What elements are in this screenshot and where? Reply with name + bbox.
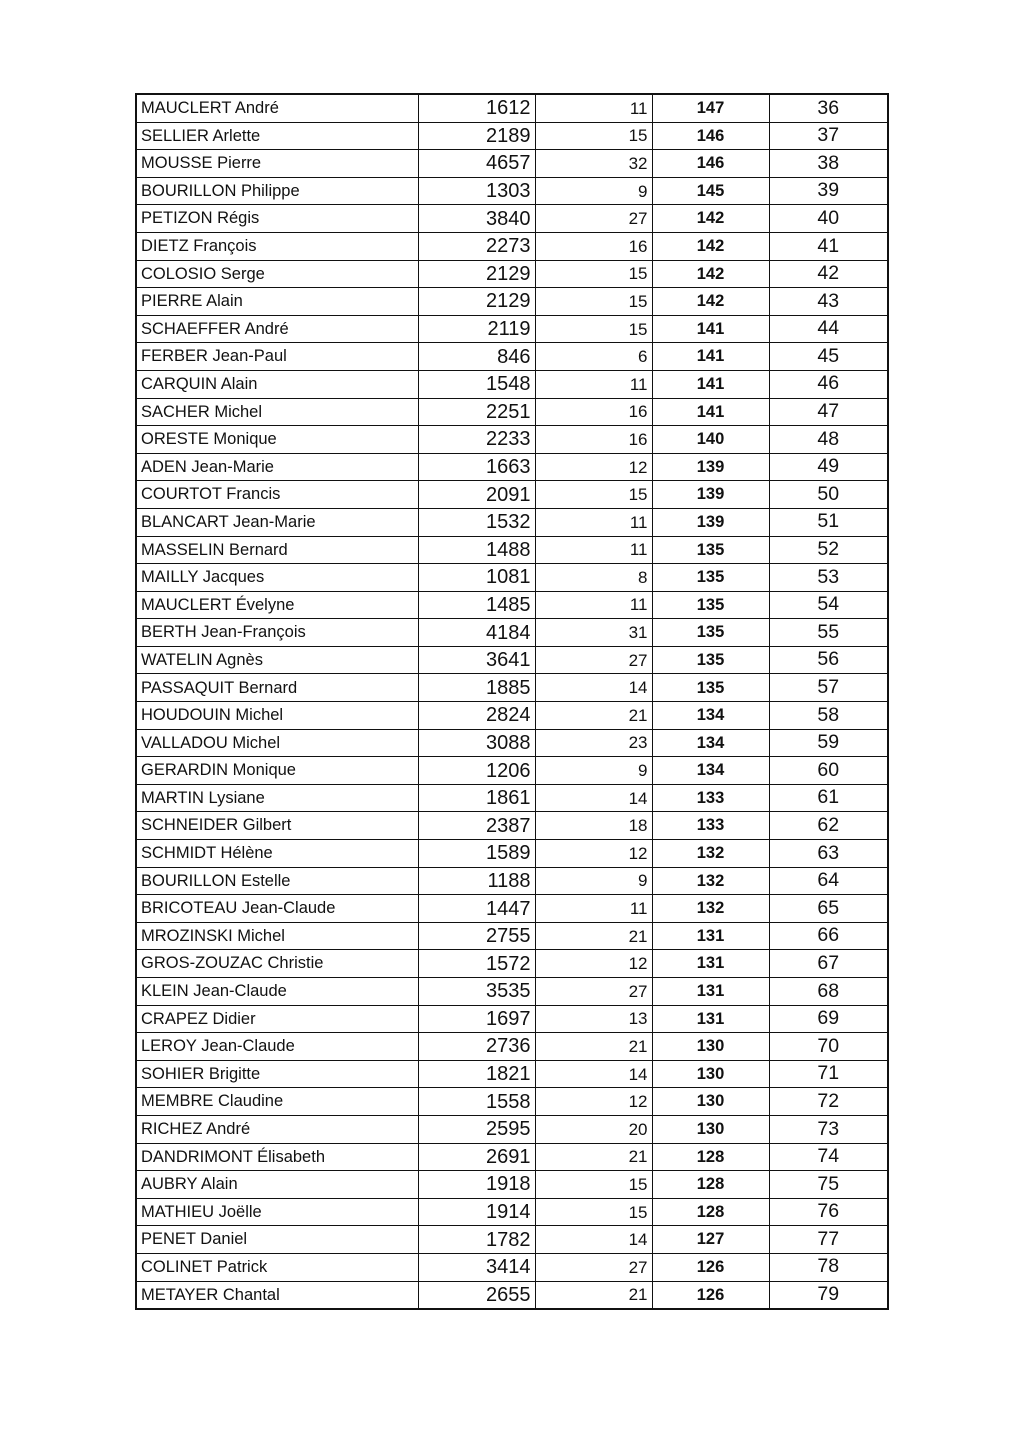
total-points-cell: 1589 [418, 840, 535, 868]
rank-cell: 62 [769, 812, 888, 840]
games-count-cell: 21 [535, 1143, 652, 1171]
player-name-cell: LEROY Jean-Claude [136, 1033, 418, 1061]
player-name-cell: WATELIN Agnès [136, 646, 418, 674]
games-count-cell: 9 [535, 757, 652, 785]
average-cell: 130 [652, 1033, 769, 1061]
games-count-cell: 9 [535, 177, 652, 205]
results-table [135, 93, 889, 1310]
games-count-cell: 11 [535, 536, 652, 564]
games-count-cell: 6 [535, 343, 652, 371]
average-cell: 132 [652, 895, 769, 923]
table-row [136, 481, 888, 509]
average-cell: 131 [652, 1005, 769, 1033]
average-cell: 131 [652, 950, 769, 978]
table-row [136, 867, 888, 895]
player-name-cell: MAILLY Jacques [136, 564, 418, 592]
games-count-cell: 32 [535, 150, 652, 178]
games-count-cell: 11 [535, 370, 652, 398]
total-points-cell: 3840 [418, 205, 535, 233]
total-points-cell: 2655 [418, 1281, 535, 1309]
player-name-cell: VALLADOU Michel [136, 729, 418, 757]
rank-cell: 78 [769, 1253, 888, 1281]
games-count-cell: 12 [535, 453, 652, 481]
table-row [136, 1226, 888, 1254]
player-name-cell: MATHIEU Joëlle [136, 1198, 418, 1226]
rank-cell: 68 [769, 978, 888, 1006]
rank-cell: 44 [769, 315, 888, 343]
games-count-cell: 20 [535, 1115, 652, 1143]
games-count-cell: 21 [535, 922, 652, 950]
average-cell: 133 [652, 784, 769, 812]
total-points-cell: 2129 [418, 288, 535, 316]
games-count-cell: 27 [535, 646, 652, 674]
table-row [136, 1115, 888, 1143]
table-row [136, 315, 888, 343]
table-row [136, 1060, 888, 1088]
table-row [136, 1198, 888, 1226]
games-count-cell: 14 [535, 1226, 652, 1254]
total-points-cell: 2273 [418, 232, 535, 260]
total-points-cell: 2387 [418, 812, 535, 840]
rank-cell: 69 [769, 1005, 888, 1033]
games-count-cell: 21 [535, 1281, 652, 1309]
average-cell: 142 [652, 260, 769, 288]
total-points-cell: 1206 [418, 757, 535, 785]
rank-cell: 38 [769, 150, 888, 178]
games-count-cell: 11 [535, 94, 652, 122]
rank-cell: 64 [769, 867, 888, 895]
player-name-cell: SELLIER Arlette [136, 122, 418, 150]
table-row [136, 757, 888, 785]
average-cell: 139 [652, 481, 769, 509]
games-count-cell: 15 [535, 122, 652, 150]
average-cell: 131 [652, 922, 769, 950]
table-row [136, 978, 888, 1006]
average-cell: 134 [652, 702, 769, 730]
player-name-cell: METAYER Chantal [136, 1281, 418, 1309]
total-points-cell: 4657 [418, 150, 535, 178]
average-cell: 146 [652, 150, 769, 178]
total-points-cell: 1532 [418, 508, 535, 536]
games-count-cell: 11 [535, 895, 652, 923]
rank-cell: 39 [769, 177, 888, 205]
rank-cell: 52 [769, 536, 888, 564]
total-points-cell: 3641 [418, 646, 535, 674]
rank-cell: 76 [769, 1198, 888, 1226]
player-name-cell: SOHIER Brigitte [136, 1060, 418, 1088]
table-row [136, 508, 888, 536]
average-cell: 135 [652, 536, 769, 564]
table-row [136, 812, 888, 840]
total-points-cell: 1697 [418, 1005, 535, 1033]
games-count-cell: 9 [535, 867, 652, 895]
average-cell: 141 [652, 343, 769, 371]
rank-cell: 70 [769, 1033, 888, 1061]
player-name-cell: PENET Daniel [136, 1226, 418, 1254]
total-points-cell: 2251 [418, 398, 535, 426]
average-cell: 133 [652, 812, 769, 840]
rank-cell: 57 [769, 674, 888, 702]
player-name-cell: COLINET Patrick [136, 1253, 418, 1281]
player-name-cell: CRAPEZ Didier [136, 1005, 418, 1033]
rank-cell: 56 [769, 646, 888, 674]
rank-cell: 65 [769, 895, 888, 923]
average-cell: 142 [652, 232, 769, 260]
games-count-cell: 31 [535, 619, 652, 647]
rank-cell: 53 [769, 564, 888, 592]
total-points-cell: 1485 [418, 591, 535, 619]
games-count-cell: 21 [535, 702, 652, 730]
player-name-cell: MEMBRE Claudine [136, 1088, 418, 1116]
games-count-cell: 14 [535, 784, 652, 812]
player-name-cell: BERTH Jean-François [136, 619, 418, 647]
total-points-cell: 2595 [418, 1115, 535, 1143]
table-row [136, 398, 888, 426]
average-cell: 135 [652, 564, 769, 592]
games-count-cell: 15 [535, 1171, 652, 1199]
rank-cell: 40 [769, 205, 888, 233]
total-points-cell: 2189 [418, 122, 535, 150]
player-name-cell: RICHEZ André [136, 1115, 418, 1143]
total-points-cell: 3414 [418, 1253, 535, 1281]
rank-cell: 43 [769, 288, 888, 316]
player-name-cell: DIETZ François [136, 232, 418, 260]
average-cell: 130 [652, 1088, 769, 1116]
player-name-cell: BOURILLON Philippe [136, 177, 418, 205]
rank-cell: 36 [769, 94, 888, 122]
player-name-cell: MASSELIN Bernard [136, 536, 418, 564]
average-cell: 130 [652, 1115, 769, 1143]
games-count-cell: 16 [535, 232, 652, 260]
total-points-cell: 3088 [418, 729, 535, 757]
total-points-cell: 4184 [418, 619, 535, 647]
games-count-cell: 12 [535, 950, 652, 978]
total-points-cell: 1861 [418, 784, 535, 812]
player-name-cell: KLEIN Jean-Claude [136, 978, 418, 1006]
total-points-cell: 1663 [418, 453, 535, 481]
games-count-cell: 11 [535, 508, 652, 536]
table-row [136, 922, 888, 950]
total-points-cell: 1782 [418, 1226, 535, 1254]
player-name-cell: SCHMIDT Hélène [136, 840, 418, 868]
total-points-cell: 1081 [418, 564, 535, 592]
total-points-cell: 1914 [418, 1198, 535, 1226]
total-points-cell: 1558 [418, 1088, 535, 1116]
table-row [136, 1143, 888, 1171]
player-name-cell: PIERRE Alain [136, 288, 418, 316]
table-row [136, 205, 888, 233]
total-points-cell: 2233 [418, 426, 535, 454]
rank-cell: 73 [769, 1115, 888, 1143]
average-cell: 128 [652, 1171, 769, 1199]
total-points-cell: 2736 [418, 1033, 535, 1061]
table-row [136, 591, 888, 619]
player-name-cell: SCHAEFFER André [136, 315, 418, 343]
total-points-cell: 1885 [418, 674, 535, 702]
table-row [136, 1033, 888, 1061]
total-points-cell: 2824 [418, 702, 535, 730]
rank-cell: 63 [769, 840, 888, 868]
table-row [136, 1088, 888, 1116]
table-row [136, 840, 888, 868]
average-cell: 131 [652, 978, 769, 1006]
player-name-cell: HOUDOUIN Michel [136, 702, 418, 730]
player-name-cell: COURTOT Francis [136, 481, 418, 509]
rank-cell: 41 [769, 232, 888, 260]
rank-cell: 55 [769, 619, 888, 647]
total-points-cell: 1572 [418, 950, 535, 978]
average-cell: 135 [652, 619, 769, 647]
average-cell: 141 [652, 398, 769, 426]
games-count-cell: 16 [535, 426, 652, 454]
rank-cell: 61 [769, 784, 888, 812]
player-name-cell: GROS-ZOUZAC Christie [136, 950, 418, 978]
games-count-cell: 23 [535, 729, 652, 757]
table-row [136, 646, 888, 674]
average-cell: 135 [652, 646, 769, 674]
table-row [136, 453, 888, 481]
player-name-cell: BRICOTEAU Jean-Claude [136, 895, 418, 923]
rank-cell: 72 [769, 1088, 888, 1116]
table-row [136, 729, 888, 757]
average-cell: 135 [652, 591, 769, 619]
average-cell: 132 [652, 840, 769, 868]
average-cell: 147 [652, 94, 769, 122]
rank-cell: 60 [769, 757, 888, 785]
games-count-cell: 27 [535, 978, 652, 1006]
player-name-cell: BOURILLON Estelle [136, 867, 418, 895]
average-cell: 142 [652, 205, 769, 233]
table-row [136, 370, 888, 398]
average-cell: 134 [652, 757, 769, 785]
table-row [136, 1005, 888, 1033]
player-name-cell: SCHNEIDER Gilbert [136, 812, 418, 840]
average-cell: 128 [652, 1198, 769, 1226]
rank-cell: 79 [769, 1281, 888, 1309]
games-count-cell: 27 [535, 205, 652, 233]
average-cell: 140 [652, 426, 769, 454]
games-count-cell: 14 [535, 1060, 652, 1088]
total-points-cell: 1548 [418, 370, 535, 398]
rank-cell: 59 [769, 729, 888, 757]
player-name-cell: GERARDIN Monique [136, 757, 418, 785]
player-name-cell: ADEN Jean-Marie [136, 453, 418, 481]
average-cell: 126 [652, 1281, 769, 1309]
total-points-cell: 2119 [418, 315, 535, 343]
player-name-cell: DANDRIMONT Élisabeth [136, 1143, 418, 1171]
total-points-cell: 1488 [418, 536, 535, 564]
average-cell: 145 [652, 177, 769, 205]
table-row [136, 1171, 888, 1199]
player-name-cell: CARQUIN Alain [136, 370, 418, 398]
total-points-cell: 1612 [418, 94, 535, 122]
total-points-cell: 2129 [418, 260, 535, 288]
rank-cell: 48 [769, 426, 888, 454]
average-cell: 139 [652, 453, 769, 481]
table-row [136, 950, 888, 978]
games-count-cell: 27 [535, 1253, 652, 1281]
total-points-cell: 1918 [418, 1171, 535, 1199]
player-name-cell: ORESTE Monique [136, 426, 418, 454]
rank-cell: 58 [769, 702, 888, 730]
table-row [136, 702, 888, 730]
games-count-cell: 15 [535, 481, 652, 509]
rank-cell: 67 [769, 950, 888, 978]
games-count-cell: 15 [535, 288, 652, 316]
table-row [136, 1281, 888, 1309]
table-row [136, 426, 888, 454]
table-row [136, 784, 888, 812]
player-name-cell: BLANCART Jean-Marie [136, 508, 418, 536]
games-count-cell: 15 [535, 1198, 652, 1226]
total-points-cell: 2091 [418, 481, 535, 509]
rank-cell: 54 [769, 591, 888, 619]
rank-cell: 37 [769, 122, 888, 150]
average-cell: 146 [652, 122, 769, 150]
games-count-cell: 18 [535, 812, 652, 840]
table-row [136, 232, 888, 260]
total-points-cell: 1303 [418, 177, 535, 205]
player-name-cell: COLOSIO Serge [136, 260, 418, 288]
total-points-cell: 1447 [418, 895, 535, 923]
games-count-cell: 15 [535, 315, 652, 343]
total-points-cell: 846 [418, 343, 535, 371]
rank-cell: 75 [769, 1171, 888, 1199]
average-cell: 142 [652, 288, 769, 316]
rank-cell: 46 [769, 370, 888, 398]
table-row [136, 122, 888, 150]
games-count-cell: 12 [535, 840, 652, 868]
rank-cell: 77 [769, 1226, 888, 1254]
table-row [136, 150, 888, 178]
player-name-cell: AUBRY Alain [136, 1171, 418, 1199]
total-points-cell: 2755 [418, 922, 535, 950]
average-cell: 132 [652, 867, 769, 895]
player-name-cell: MARTIN Lysiane [136, 784, 418, 812]
average-cell: 130 [652, 1060, 769, 1088]
table-row [136, 674, 888, 702]
table-row [136, 177, 888, 205]
average-cell: 141 [652, 370, 769, 398]
table-row [136, 94, 888, 122]
table-row [136, 564, 888, 592]
player-name-cell: PETIZON Régis [136, 205, 418, 233]
table-row [136, 260, 888, 288]
table-row [136, 288, 888, 316]
table-row [136, 895, 888, 923]
average-cell: 139 [652, 508, 769, 536]
games-count-cell: 11 [535, 591, 652, 619]
average-cell: 141 [652, 315, 769, 343]
average-cell: 127 [652, 1226, 769, 1254]
results-body [136, 94, 888, 1309]
games-count-cell: 8 [535, 564, 652, 592]
games-count-cell: 14 [535, 674, 652, 702]
player-name-cell: MROZINSKI Michel [136, 922, 418, 950]
total-points-cell: 1821 [418, 1060, 535, 1088]
rank-cell: 45 [769, 343, 888, 371]
player-name-cell: PASSAQUIT Bernard [136, 674, 418, 702]
table-row [136, 536, 888, 564]
average-cell: 128 [652, 1143, 769, 1171]
average-cell: 126 [652, 1253, 769, 1281]
average-cell: 135 [652, 674, 769, 702]
player-name-cell: MAUCLERT Évelyne [136, 591, 418, 619]
player-name-cell: FERBER Jean-Paul [136, 343, 418, 371]
rank-cell: 50 [769, 481, 888, 509]
rank-cell: 66 [769, 922, 888, 950]
table-row [136, 343, 888, 371]
games-count-cell: 15 [535, 260, 652, 288]
rank-cell: 42 [769, 260, 888, 288]
total-points-cell: 3535 [418, 978, 535, 1006]
games-count-cell: 21 [535, 1033, 652, 1061]
rank-cell: 47 [769, 398, 888, 426]
average-cell: 134 [652, 729, 769, 757]
player-name-cell: SACHER Michel [136, 398, 418, 426]
total-points-cell: 1188 [418, 867, 535, 895]
player-name-cell: MOUSSE Pierre [136, 150, 418, 178]
rank-cell: 71 [769, 1060, 888, 1088]
games-count-cell: 12 [535, 1088, 652, 1116]
games-count-cell: 16 [535, 398, 652, 426]
rank-cell: 74 [769, 1143, 888, 1171]
games-count-cell: 13 [535, 1005, 652, 1033]
player-name-cell: MAUCLERT André [136, 94, 418, 122]
rank-cell: 49 [769, 453, 888, 481]
total-points-cell: 2691 [418, 1143, 535, 1171]
table-row [136, 619, 888, 647]
table-row [136, 1253, 888, 1281]
rank-cell: 51 [769, 508, 888, 536]
